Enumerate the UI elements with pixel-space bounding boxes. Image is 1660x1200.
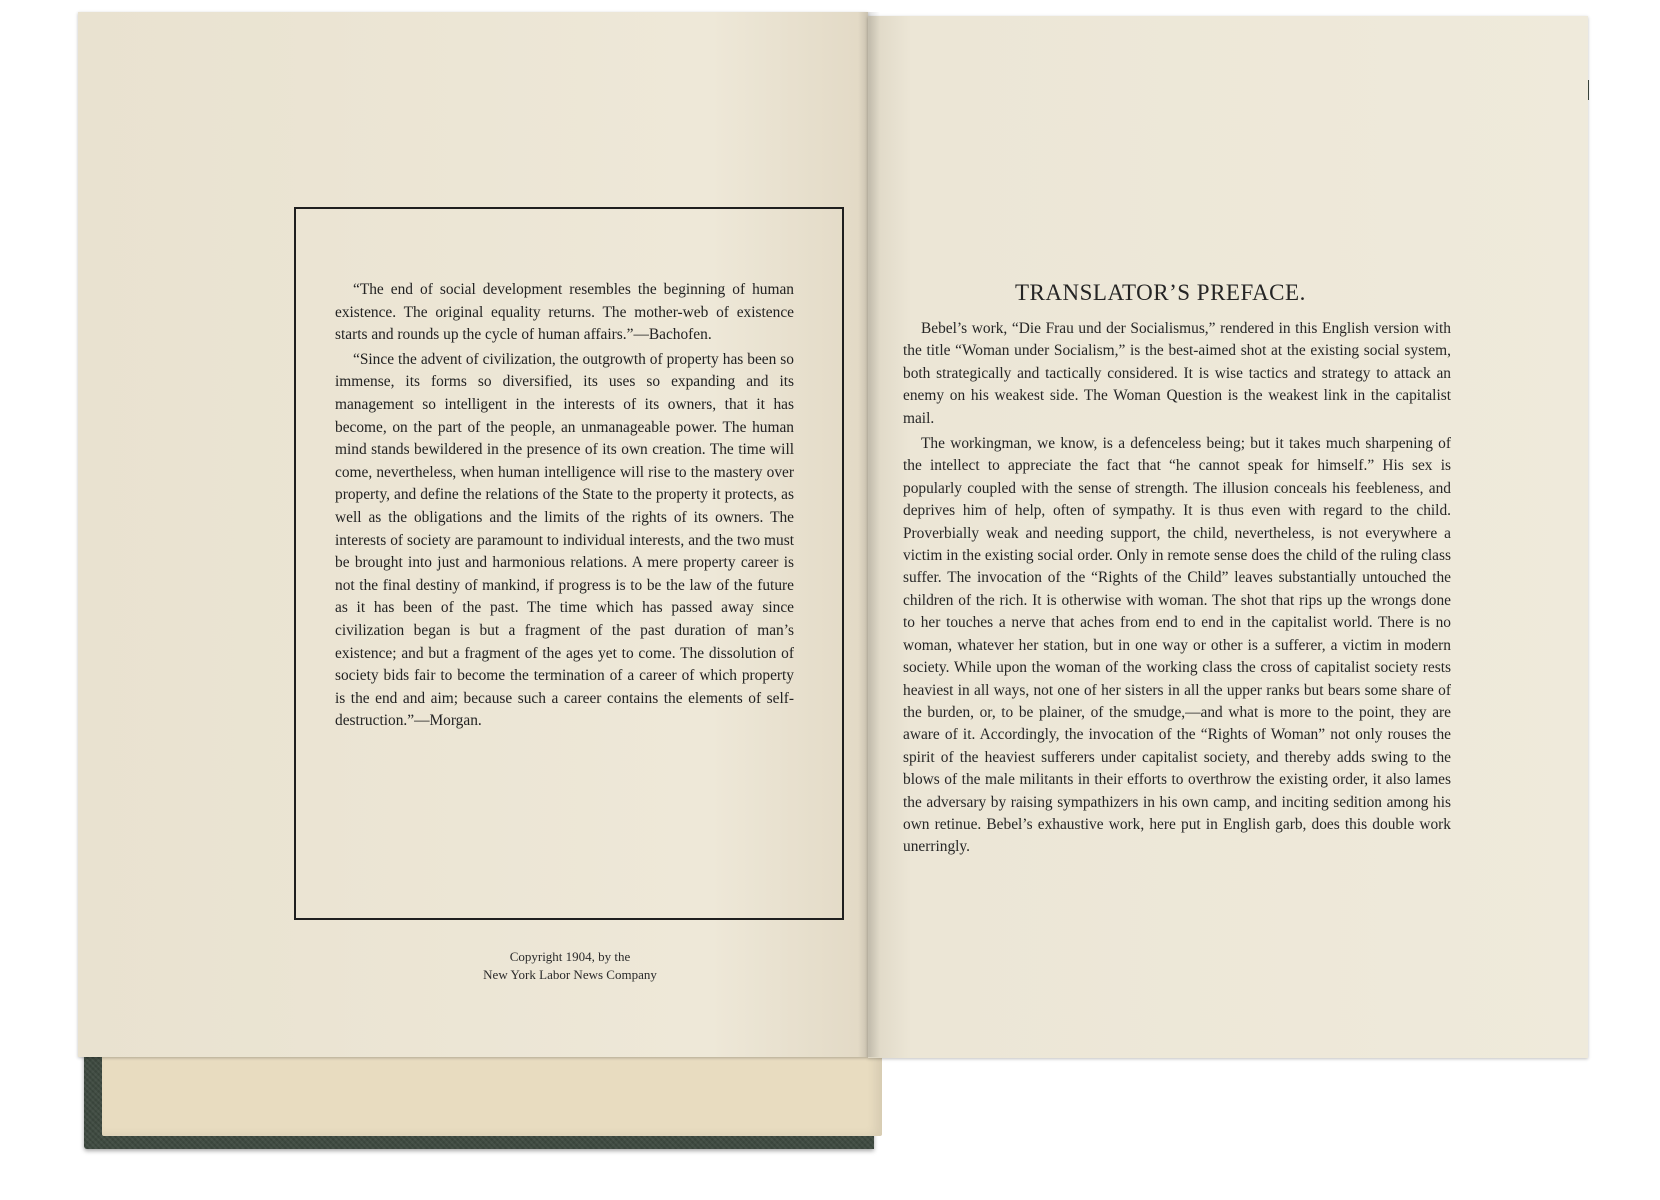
preface-title: TRANSLATOR’S PREFACE. <box>1015 280 1306 305</box>
copyright-line: Copyright 1904, by the <box>509 949 631 964</box>
copyright-notice <box>440 948 700 984</box>
preface-paragraph: The workingman, we know, is a defenceless being; but it takes much sharpening of the intellect to appreciate the fact that “he cannot speak for himself.” His sex is popularly coupled with the sense of strength. The illusion conceals his feebleness, and deprives him of help, often of sympathy. It is thus even with regard to the child. Proverbially weak and needing support, the child, nevertheless, is not everywhere a victim in the existing social order. Only in remote sense does the child of the ruling class suffer. The invocation of the “Rights of the Child” leaves substantially untouched the children of the rich. It is otherwise with woman. The shot that rips up the wrongs done to her touches a nerve that aches from end to end in the capitalist world. There is no woman, whatever her station, but in one way or other is a sufferer, a victim in modern society. While upon the woman of the working class the cross of capitalist society rests heaviest in all ways, not one of her sisters in all the upper ranks but bears some share of the burden, or, to be plainer, of the smudge,—and what is more to the point, they are aware of it. Accordingly, the invocation of the “Rights of Woman” not only rouses the spirit of the heaviest sufferers under capitalist society, and thereby adds swing to the blows of the male militants in their efforts to overthrow the existing order, it also lames the adversary by raising sympathizers in his own camp, and inciting sedition among his own retinue. Bebel’s exhaustive work, here put in English garb, does this double work unerringly. <box>903 435 1451 856</box>
epigraph-text <box>335 279 794 733</box>
preface-paragraph: Bebel’s work, “Die Frau und der Socialismus,” rendered in this English version with the title “Woman under Socialism,” is the best-aimed shot at the existing social system, both strategically and tactically considered. It is wise tactics and strategy to attack an enemy on his weakest side. The Woman Question is the weakest link in the capitalist mail. <box>903 320 1451 427</box>
epigraph-quote-bachofen: “The end of social development resembles the beginning of human existence. The original equality returns. The mother-web of existence starts and rounds up the cycle of human affairs.”—Bachofen. <box>335 281 794 344</box>
epigraph-frame <box>294 207 844 920</box>
preface-body <box>903 318 1451 859</box>
book-gutter <box>858 12 880 1057</box>
epigraph-quote-morgan: “Since the advent of civilization, the outgrowth of property has been so immense, its forms so diversified, its uses so expanding and its management so intelligent in the interests of its owners, that it has become, on the part of the people, an unmanageable power. The human mind stands bewildered in the presence of its own creation. The time will come, nevertheless, when human intelligence will rise to the mastery over property, and define the relations of the State to the property it protects, as well as the obligations and the limits of the rights of its owners. The interests of society are paramount to individual interests, and the two must be brought into just and harmonious relations. A mere property career is not the final destiny of mankind, if progress is to be the law of the future as it has been of the past. The time which has passed away since civilization began is but a fragment of the past duration of man’s existence; and but a fragment of the ages yet to come. The dissolution of society bids fair to become the termination of a career of which property is the end and aim; because such a career contains the elements of self-destruction.”—Morgan. <box>335 350 794 730</box>
publisher-line: New York Labor News Company <box>483 967 657 982</box>
